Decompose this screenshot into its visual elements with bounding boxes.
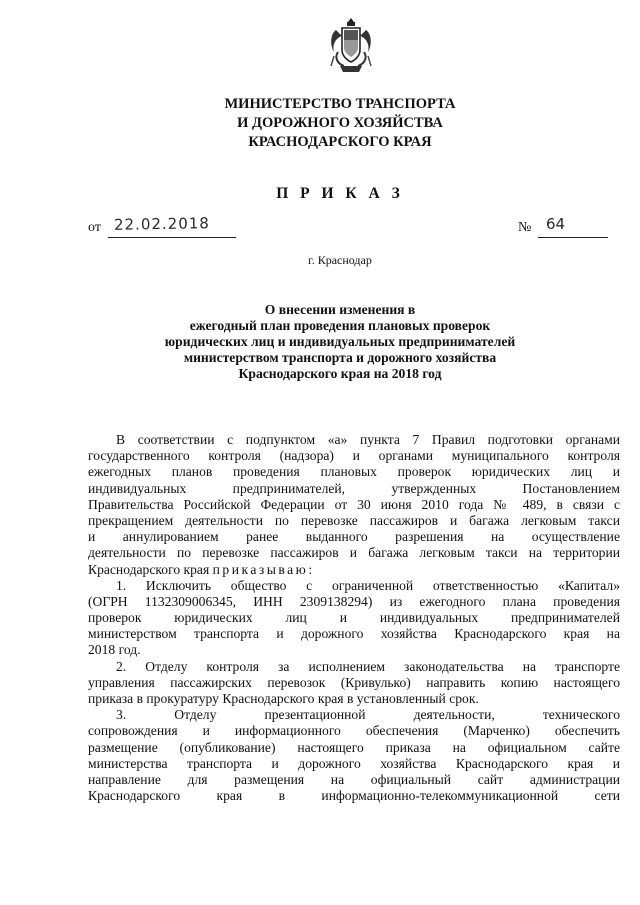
date-underline <box>108 237 236 238</box>
ministry-line: МИНИСТЕРСТВО ТРАНСПОРТА <box>224 96 456 112</box>
handwritten-number: 64 <box>546 215 566 233</box>
body-line: министерством транспорта и дорожного хозяйства Краснодарского края на <box>88 626 620 642</box>
document-body <box>88 432 620 804</box>
date-prefix: от <box>88 220 101 235</box>
handwritten-date: 22.02.2018 <box>113 214 211 234</box>
body-line: 1. Исключить общество с ограниченной ответственностью «Капитал» <box>116 577 620 593</box>
body-line: размещение (опубликование) настоящего приказа на официальном сайте <box>88 739 620 755</box>
body-line: 2018 год. <box>88 642 141 658</box>
title-line: Краснодарского края на 2018 год <box>238 366 442 381</box>
body-line: ежегодных планов проведения плановых проверок юридических лиц и <box>88 464 620 480</box>
body-line <box>88 562 620 578</box>
ministry-line: И ДОРОЖНОГО ХОЗЯЙСТВА <box>237 115 443 131</box>
number-prefix: № <box>518 220 532 235</box>
title-line: министерством транспорта и дорожного хозяйства <box>183 350 497 365</box>
body-line: 3. Отделу презентационной деятельности, технического <box>116 707 620 723</box>
body-line: прекращением деятельности по перевозке пассажиров и багажа легковым такси <box>88 512 620 528</box>
coat-of-arms-emblem <box>328 16 374 76</box>
ministry-line: КРАСНОДАРСКОГО КРАЯ <box>248 134 432 150</box>
date-number-row <box>88 215 628 245</box>
title-line: ежегодный план проведения плановых проверок <box>189 318 491 333</box>
order-word: приказываю: <box>212 561 315 577</box>
body-line: и аннулированием ранее выданного разрешения на осуществление <box>88 529 620 545</box>
body-line: проверок юридических лиц и индивидуальных предпринимателей <box>88 610 620 626</box>
body-line: В соответствии с подпунктом «а» пункта 7 Правил подготовки органами <box>116 432 620 447</box>
city: г. Краснодар <box>308 253 372 267</box>
body-line: сопровождения и информационного обеспечения (Марченко) обеспечить <box>88 723 620 739</box>
body-line: государственного контроля (надзора) и органами муниципального контроля <box>88 448 620 464</box>
body-line: деятельности по перевозке пассажиров и багажа легковым такси на территории <box>88 545 620 561</box>
body-line: управления пассажирских перевозок (Кривулько) направить копию настоящего <box>88 674 620 690</box>
document-title <box>120 302 560 382</box>
number-underline <box>538 237 608 238</box>
document-type: П Р И К А З <box>276 185 404 202</box>
ministry-name <box>160 95 520 152</box>
body-line: министерства транспорта и дорожного хозяйства Краснодарского края и <box>88 755 620 771</box>
body-line: направление для размещения на официальный сайт администрации <box>88 771 620 787</box>
body-line: Правительства Российской Федерации от 30 июня 2010 года № 489, в связи с <box>88 496 620 512</box>
body-line: 2. Отделу контроля за исполнением законодательства на транспорте <box>116 658 620 674</box>
body-text: Краснодарского края <box>88 561 213 577</box>
title-line: О внесении изменения в <box>264 302 416 317</box>
body-line: приказа в прокуратуру Краснодарского края в установленный срок. <box>88 691 479 706</box>
body-line: (ОГРН 1132309006345, ИНН 2309138294) из ежегодного плана проведения <box>88 593 620 609</box>
title-line: юридических лиц и индивидуальных предпринимателей <box>164 334 516 349</box>
body-line: Краснодарского края в информационно-телекоммуникационной сети <box>88 788 620 804</box>
body-line: индивидуальных предпринимателей, утвержденных Постановлением <box>88 480 620 496</box>
